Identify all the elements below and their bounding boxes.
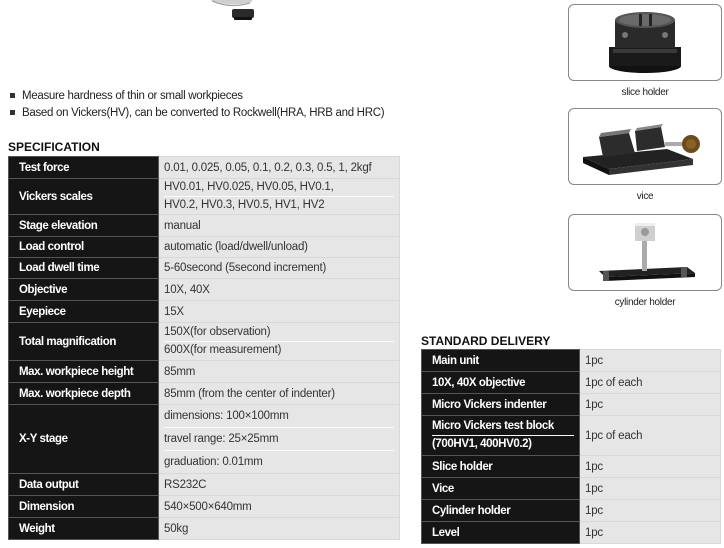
slice-holder-icon	[569, 5, 721, 80]
table-row	[9, 237, 400, 258]
table-row	[9, 279, 400, 301]
row-value: RS232C	[159, 474, 400, 496]
row-value: 10X, 40X	[159, 279, 400, 301]
row-label: Objective	[9, 279, 159, 301]
row-label: Vice	[422, 478, 580, 500]
accessory-cylinder-holder	[568, 214, 722, 308]
table-row	[9, 518, 400, 540]
row-value: 1pc	[580, 394, 721, 416]
row-value: 1pc	[580, 478, 721, 500]
table-row	[422, 372, 721, 394]
machine-base-image	[210, 0, 270, 22]
accessory-caption: vice	[636, 191, 654, 202]
table-row	[422, 478, 721, 500]
row-value: 5-60second (5second increment)	[159, 258, 400, 279]
table-row	[422, 500, 721, 522]
row-label: Micro Vickers test block (700HV1, 400HV0.2)	[422, 416, 580, 456]
accessory-slice-holder	[568, 4, 722, 98]
row-label: Total magnification	[9, 323, 159, 361]
table-row	[422, 416, 721, 456]
row-label: Max. workpiece depth	[9, 383, 159, 405]
accessory-frame	[568, 214, 722, 291]
row-label: Max. workpiece height	[9, 361, 159, 383]
table-row	[9, 383, 400, 405]
row-label: Eyepiece	[9, 301, 159, 323]
row-label: Data output	[9, 474, 159, 496]
row-label: Load dwell time	[9, 258, 159, 279]
row-label: Dimension	[9, 496, 159, 518]
table-row	[9, 301, 400, 323]
bullet-icon	[10, 93, 15, 98]
row-value: 0.01, 0.025, 0.05, 0.1, 0.2, 0.3, 0.5, 1, 2kgf	[159, 157, 400, 179]
row-value: automatic (load/dwell/unload)	[159, 237, 400, 258]
row-label: Weight	[9, 518, 159, 540]
row-label: X-Y stage	[9, 405, 159, 474]
row-value: HV0.01, HV0.025, HV0.05, HV0.1, HV0.2, HV0.3, HV0.5, HV1, HV2	[159, 179, 400, 215]
row-value: 150X(for observation) 600X(for measurement)	[159, 323, 400, 361]
table-row	[9, 157, 400, 179]
table-row	[9, 361, 400, 383]
accessory-frame	[568, 108, 722, 185]
feature-list	[8, 88, 384, 122]
row-label: Vickers scales	[9, 179, 159, 215]
accessory-caption: slice holder	[621, 87, 669, 98]
row-label: Cylinder holder	[422, 500, 580, 522]
row-label: Load control	[9, 237, 159, 258]
row-value: 85mm	[159, 361, 400, 383]
row-value: 15X	[159, 301, 400, 323]
table-row	[9, 405, 400, 474]
accessory-vice	[568, 108, 722, 202]
table-row	[422, 456, 721, 478]
table-row	[422, 350, 721, 372]
feature-item: Based on Vickers(HV), can be converted to Rockwell(HRA, HRB and HRC)	[8, 105, 384, 122]
table-row	[9, 258, 400, 279]
row-label: Stage elevation	[9, 215, 159, 237]
specification-title: SPECIFICATION	[8, 140, 100, 154]
row-value: 1pc	[580, 350, 721, 372]
table-row	[9, 474, 400, 496]
row-label: Level	[422, 522, 580, 544]
bullet-icon	[10, 110, 15, 115]
accessory-frame	[568, 4, 722, 81]
delivery-table	[421, 349, 721, 544]
accessory-caption: cylinder holder	[614, 297, 676, 308]
row-value: 85mm (from the center of indenter)	[159, 383, 400, 405]
row-label: Main unit	[422, 350, 580, 372]
table-row	[9, 323, 400, 361]
table-row	[9, 179, 400, 215]
row-label: Test force	[9, 157, 159, 179]
row-value: 1pc of each	[580, 372, 721, 394]
row-value: 1pc	[580, 500, 721, 522]
table-row	[9, 215, 400, 237]
vice-icon	[569, 109, 721, 184]
row-label: 10X, 40X objective	[422, 372, 580, 394]
table-row	[9, 496, 400, 518]
row-value: 1pc	[580, 456, 721, 478]
row-value: 540×500×640mm	[159, 496, 400, 518]
row-label: Slice holder	[422, 456, 580, 478]
feature-item: Measure hardness of thin or small workpieces	[8, 88, 384, 105]
cylinder-holder-icon	[569, 215, 721, 290]
row-value: 1pc of each	[580, 416, 721, 456]
row-value: 50kg	[159, 518, 400, 540]
row-value: dimensions: 100×100mm travel range: 25×25mm graduation: 0.01mm	[159, 405, 400, 474]
table-row	[422, 522, 721, 544]
row-value: manual	[159, 215, 400, 237]
row-value: 1pc	[580, 522, 721, 544]
specification-table	[8, 156, 400, 540]
table-row	[422, 394, 721, 416]
delivery-title: STANDARD DELIVERY	[421, 334, 551, 348]
row-label: Micro Vickers indenter	[422, 394, 580, 416]
